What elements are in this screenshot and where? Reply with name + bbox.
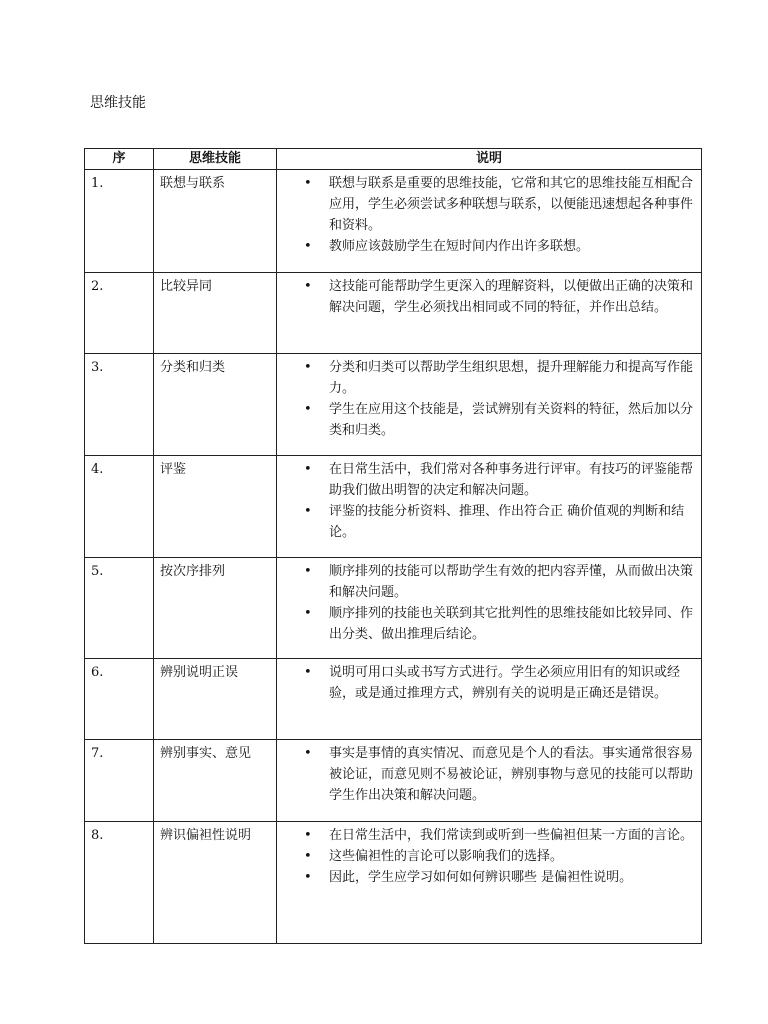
- row-number: 8.: [85, 822, 154, 944]
- row-description: [277, 822, 702, 944]
- table-row: [85, 740, 702, 822]
- thinking-skills-table: [84, 148, 702, 944]
- row-description: [277, 354, 702, 456]
- table-row: [85, 456, 702, 558]
- row-skill: 比较异同: [154, 273, 277, 354]
- row-number: 2.: [85, 273, 154, 354]
- list-item: • 在日常生活中，我们常对各种事务进行评审。有技巧的评鉴能帮助我们做出明智的决定和解决问题。: [329, 459, 695, 501]
- row-description: [277, 659, 702, 740]
- list-item: • 因此，学生应学习如何如何辨识哪些 是偏袒性说明。: [329, 867, 695, 888]
- list-item: • 联想与联系是重要的思维技能，它常和其它的思维技能互相配合应用，学生必须尝试多种联想与联系，以便能迅速想起各种事件和资料。: [329, 173, 695, 236]
- list-item: • 顺序排列的技能也关联到其它批判性的思维技能如比较异同、作 出分类、做出推理后结论。: [329, 603, 695, 645]
- row-number: 6.: [85, 659, 154, 740]
- row-number: 5.: [85, 558, 154, 659]
- page-title: 思维技能: [90, 95, 146, 111]
- header-number: 序: [85, 149, 154, 170]
- list-item: • 评鉴的技能分析资料、推理、作出符合正 确价值观的判断和结论。: [329, 501, 695, 543]
- table-row: [85, 354, 702, 456]
- row-skill: 按次序排列: [154, 558, 277, 659]
- table-row: [85, 170, 702, 273]
- table-row: [85, 273, 702, 354]
- row-skill: 辨别事实、意见: [154, 740, 277, 822]
- row-number: 3.: [85, 354, 154, 456]
- row-skill: 评鉴: [154, 456, 277, 558]
- row-skill: 辨别说明正误: [154, 659, 277, 740]
- list-item: • 在日常生活中，我们常读到或听到一些偏袒但某一方面的言论。: [329, 825, 695, 846]
- list-item: • 说明可用口头或书写方式进行。学生必须应用旧有的知识或经验，或是通过推理方式，辨别有关的说明是正确还是错误。: [329, 662, 695, 704]
- row-skill: 辨识偏袒性说明: [154, 822, 277, 944]
- table-row: [85, 558, 702, 659]
- row-description: [277, 170, 702, 273]
- row-skill: 联想与联系: [154, 170, 277, 273]
- table-header-row: [85, 149, 702, 170]
- list-item: • 这技能可能帮助学生更深入的理解资料，以便做出正确的决策和解决问题，学生必须找出相同或不同的特征，并作出总结。: [329, 276, 695, 318]
- list-item: • 教师应该鼓励学生在短时间内作出许多联想。: [329, 236, 695, 257]
- list-item: • 学生在应用这个技能是，尝试辨别有关资料的特征，然后加以分类和归类。: [329, 399, 695, 441]
- list-item: • 顺序排列的技能可以帮助学生有效的把内容弄懂，从而做出决策和解决问题。: [329, 561, 695, 603]
- row-description: [277, 456, 702, 558]
- list-item: • 事实是事情的真实情况、而意见是个人的看法。事实通常很容易被论证，而意见则不易被论证，辨别事物与意见的技能可以帮助学生作出决策和解决问题。: [329, 743, 695, 806]
- header-skill: 思维技能: [154, 149, 277, 170]
- header-description: 说明: [277, 149, 702, 170]
- row-description: [277, 740, 702, 822]
- table-row: [85, 822, 702, 944]
- list-item: • 分类和归类可以帮助学生组织思想，提升理解能力和提高写作能力。: [329, 357, 695, 399]
- row-number: 4.: [85, 456, 154, 558]
- row-number: 7.: [85, 740, 154, 822]
- table-row: [85, 659, 702, 740]
- row-number: 1.: [85, 170, 154, 273]
- row-description: [277, 558, 702, 659]
- list-item: • 这些偏袒性的言论可以影响我们的选择。: [329, 846, 695, 867]
- row-skill: 分类和归类: [154, 354, 277, 456]
- row-description: [277, 273, 702, 354]
